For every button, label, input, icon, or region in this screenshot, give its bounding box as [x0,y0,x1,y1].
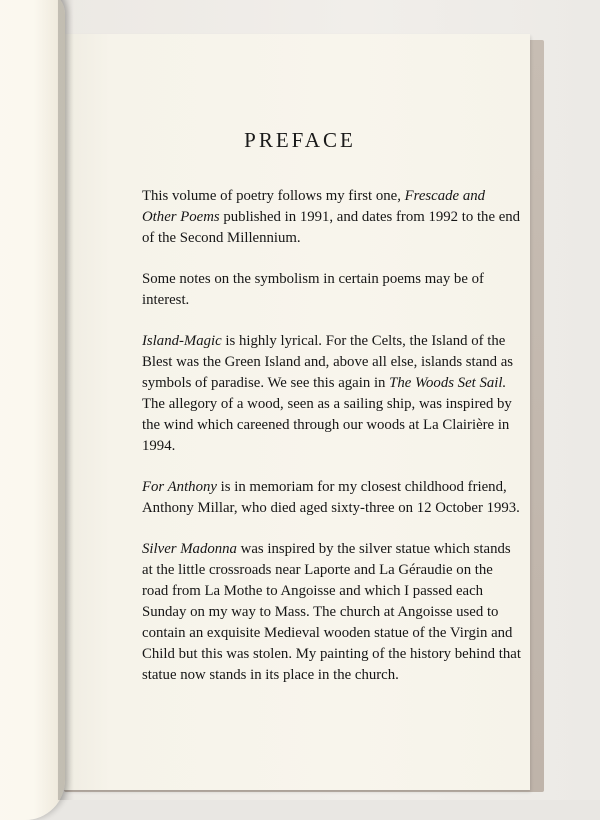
text-run: This volume of poetry follows my first one, [142,188,405,204]
page-title: PREFACE [244,128,356,152]
text-run: The allegory of a wood, seen as a sailing ship, was inspired by the wind which careened through our woods at La Clairière in 1994. [142,396,512,454]
preface-paragraph [142,186,522,249]
italic-title-run: Silver Madonna [142,541,237,557]
text-run: was inspired by the silver statue which stands at the little crossroads near Laporte and La Géraudie on the road from La Mothe to Angoisse and which I passed each Sunday on my way to Mass. The church at Angoisse used to contain an exquisite Medieval wooden statue of the Virgin and Child but this was stolen. My painting of the history behind that statue now stands in its place in the church. [142,541,521,683]
italic-title-run: For Anthony [142,479,217,495]
preface-paragraph [142,269,522,311]
preface-paragraph [142,539,522,686]
italic-title-run: Island-Magic [142,333,222,349]
text-run: published in 1991, and dates from 1992 to the end of the Second Millennium. [142,209,521,246]
preface-paragraph [142,477,522,519]
italic-title-run: Frescade and Other Poems [142,188,486,225]
left-page-curl [0,0,65,820]
preface-paragraph [142,331,522,457]
text-run: is highly lyrical. For the Celts, the Island of the Blest was the Green Island and, above all else, islands stand as symbols of paradise. We see this again in [142,333,514,391]
italic-title-run: The Woods Set Sail. [389,375,507,391]
text-run: Some notes on the symbolism in certain poems may be of interest. [142,271,484,308]
preface-body [142,186,522,706]
text-run: is in memoriam for my closest childhood friend, Anthony Millar, who died aged sixty-three on 12 October 1993. [142,479,520,516]
gutter-shadow [58,0,74,800]
